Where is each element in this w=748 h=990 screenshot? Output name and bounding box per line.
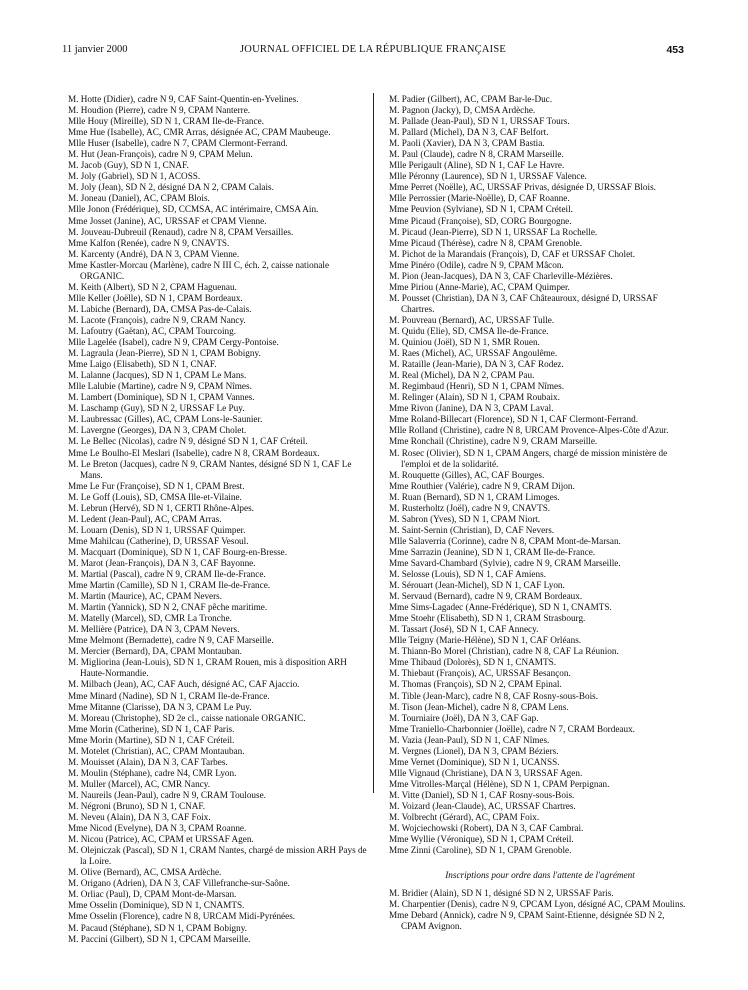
header-title: JOURNAL OFFICIEL DE LA RÉPUBLIQUE FRANÇAISE: [240, 44, 506, 55]
list-entry: M. Regimbaud (Henri), SD N 1, CPAM Nîmes.: [389, 381, 564, 392]
list-entry: M. Moreau (Christophe), SD 2e cl., caisse nationale ORGANIC.: [68, 712, 306, 723]
list-entry: M. Ledent (Jean-Paul), AC, CPAM Arras.: [68, 513, 222, 524]
list-entry: Mme Vernet (Dominique), SD N 1, UCANSS.: [389, 756, 560, 767]
list-entry: M. Macquart (Dominique), SD N 1, CAF Bourg-en-Bresse.: [68, 546, 288, 557]
list-entry: M. Le Goff (Louis), SD, CMSA Ille-et-Vilaine.: [68, 491, 242, 502]
list-entry: Mlle Lalubie (Martine), cadre N 9, CPAM Nîmes.: [68, 381, 252, 392]
list-entry: Mme Nicod (Evelyne), DA N 3, CPAM Roanne.: [68, 823, 247, 834]
list-entry: M. Sérouart (Jean-Michel), SD N 1, CAF Lyon.: [389, 580, 565, 591]
list-entry: Mme Rivon (Janine), DA N 3, CPAM Laval.: [389, 403, 554, 414]
list-entry: M. Martial (Pascal), cadre N 9, CRAM Ile-de-France.: [68, 569, 266, 580]
list-entry: M. Pagnon (Jacky), D, CMSA Ardèche.: [389, 105, 536, 116]
list-entry: M. Hotte (Didier), cadre N 9, CAF Saint-Quentin-en-Yvelines.: [68, 94, 299, 104]
list-entry: Mme Vitrolles-Marçal (Hélène), SD N 1, CPAM Perpignan.: [389, 778, 610, 789]
list-entry: M. Motelet (Christian), AC, CPAM Montauban.: [68, 745, 245, 756]
list-entry: M. Joly (Gabriel), SD N 1, ACOSS.: [68, 171, 201, 182]
list-entry: M. Neveu (Alain), DA N 3, CAF Foix.: [68, 812, 211, 823]
list-entry: M. Raes (Michel), AC, URSSAF Angoulême.: [389, 348, 558, 359]
list-entry: Mme Le Boulho-El Meslari (Isabelle), cadre N 8, CRAM Bordeaux.: [68, 447, 320, 458]
list-entry: Mlle Teigny (Marie-Hélène), SD N 1, CAF Orléans.: [389, 635, 582, 646]
list-entry: M. Charpentier (Denis), cadre N 9, CPCAM Lyon, désigné AC, CPAM Moulins.: [389, 899, 686, 910]
list-entry: Mme Morin (Catherine), SD N 1, CAF Paris.: [68, 723, 235, 734]
list-entry: M. Quiniou (Joël), SD N 1, SMR Rouen.: [389, 337, 540, 348]
list-entry: M. Jacob (Guy), SD N 1, CNAF.: [68, 160, 189, 171]
list-entry: Mme Debard (Annick), cadre N 9, CPAM Saint-Etienne, désignée SD N 2, CPAM Avignon.: [389, 910, 665, 932]
list-entry: M. Lalanne (Jacques), SD N 1, CPAM Le Mans.: [68, 370, 247, 381]
right-column: [389, 94, 691, 932]
list-entry: Mme Traniello-Charbonnier (Joëlle), cadre N 7, CRAM Bordeaux.: [389, 723, 635, 734]
list-entry: M. Pousset (Christian), DA N 3, CAF Châteauroux, désigné D, URSSAF Chartres.: [389, 292, 658, 314]
list-entry: Mme Sims-Lagadec (Anne-Frédérique), SD N 1, CNAMTS.: [389, 602, 612, 613]
list-entry: M. Origano (Adrien), DA N 3, CAF Villefranche-sur-Saône.: [68, 878, 290, 889]
list-entry: M. Volbrecht (Gérard), AC, CPAM Foix.: [389, 812, 540, 823]
list-entry: Mlle Perrossier (Marie-Noëlle), D, CAF Roanne.: [389, 193, 570, 204]
page-header: [62, 44, 684, 60]
list-entry: M. Selosse (Louis), SD N 1, CAF Amiens.: [389, 569, 546, 580]
list-entry: Mlle Houy (Mireille), SD N 1, CRAM Ile-de-France.: [68, 116, 264, 127]
list-entry: Mlle Perigault (Aline), SD N 1, CAF Le Havre.: [389, 160, 565, 171]
list-entry: Mme Minard (Nadine), SD N 1, CRAM Ile-de-France.: [68, 690, 270, 701]
list-entry: Mlle Lagelée (Isabel), cadre N 9, CPAM Cergy-Pontoise.: [68, 337, 279, 348]
list-entry: M. Martin (Maurice), AC, CPAM Nevers.: [68, 591, 223, 602]
list-entry: Mme Le Fur (Françoise), SD N 1, CPAM Brest.: [68, 480, 245, 491]
list-entry: M. Pion (Jean-Jacques), DA N 3, CAF Charleville-Mézières.: [389, 270, 613, 281]
list-entry: M. Lebrun (Hervé), SD N 1, CERTI Rhône-Alpes.: [68, 502, 254, 513]
list-entry: M. Nicou (Patrice), AC, CPAM et URSSAF Agen.: [68, 834, 254, 845]
list-entry: M. Milbach (Jean), AC, CAF Auch, désigné AC, CAF Ajaccio.: [68, 679, 300, 690]
list-entry: M. Quidu (Elie), SD, CMSA Ile-de-France.: [389, 325, 549, 336]
list-entry: M. Marot (Jean-François), DA N 3, CAF Bayonne.: [68, 557, 256, 568]
list-entry: M. Wojciechowski (Robert), DA N 3, CAF Cambrai.: [389, 823, 584, 834]
list-entry: Mme Martin (Camille), SD N 1, CRAM Ile-de-France.: [68, 580, 271, 591]
list-entry: M. Rosec (Olivier), SD N 1, CPAM Angers, chargé de mission ministère de l'emploi et de la solidarité.: [389, 447, 668, 469]
column-divider: [373, 93, 374, 793]
list-entry: M. Lafoutry (Gaëtan), AC, CPAM Tourcoing.: [68, 325, 237, 336]
list-entry: M. Muller (Marcel), AC, CMR Nancy.: [68, 778, 211, 789]
list-entry: M. Tassart (José), SD N 1, CAF Annecy.: [389, 624, 539, 635]
list-entry: M. Real (Michel), DA N 2, CPAM Pau.: [389, 370, 535, 381]
list-entry: Mlle Jonon (Frédérique), SD, CCMSA, AC intérimaire, CMSA Ain.: [68, 204, 319, 215]
list-entry: M. Paoli (Xavier), DA N 3, CPAM Bastia.: [389, 138, 545, 149]
list-entry: Mlle Péronny (Laurence), SD N 1, URSSAF Valence.: [389, 171, 587, 182]
list-entry: Mme Laigo (Elisabeth), SD N 1, CNAF.: [68, 359, 217, 370]
list-entry: M. Sabron (Yves), SD N 1, CPAM Niort.: [389, 513, 541, 524]
list-entry: M. Migliorina (Jean-Louis), SD N 1, CRAM Rouen, mis à disposition ARH Haute-Normandie.: [68, 657, 347, 679]
list-entry: M. Pichot de la Marandais (François), D, CAF et URSSAF Cholet.: [389, 248, 636, 259]
list-entry: M. Thiebaut (François), AC, URSSAF Besançon.: [389, 668, 571, 679]
list-entry: Mme Perret (Noëlle), AC, URSSAF Privas, désignée D, URSSAF Blois.: [389, 182, 656, 193]
list-entry: M. Hut (Jean-François), cadre N 9, CPAM Melun.: [68, 149, 253, 160]
section-entries: [389, 888, 691, 932]
list-entry: M. Lacote (François), cadre N 9, CRAM Nancy.: [68, 314, 246, 325]
list-entry: Mme Hue (Isabelle), AC, CMR Arras, désignée AC, CPAM Maubeuge.: [68, 127, 331, 138]
list-entry: Mlle Keller (Joëlle), SD N 1, CPAM Bordeaux.: [68, 292, 243, 303]
list-entry: M. Karcenty (André), DA N 3, CPAM Vienne.: [68, 248, 240, 259]
list-entry: M. Lavergne (Georges), DA N 3, CPAM Cholet.: [68, 425, 247, 436]
list-entry: M. Houdion (Pierre), cadre N 9, CPAM Nanterre.: [68, 105, 251, 116]
list-entry: Mlle Vignaud (Christiane), DA N 3, URSSAF Agen.: [389, 767, 583, 778]
section-title: Inscriptions pour ordre dans l'attente de l'agrément: [445, 870, 635, 881]
header-date: 11 janvier 2000: [62, 44, 128, 55]
list-entry: Mme Mahilcau (Catherine), D, URSSAF Vesoul.: [68, 535, 249, 546]
list-entry: Mme Osselin (Dominique), SD N 1, CNAMTS.: [68, 900, 245, 911]
list-entry: Mme Piriou (Anne-Marie), AC, CPAM Quimper.: [389, 281, 570, 292]
list-entry: Mme Picaud (Thérèse), cadre N 8, CPAM Grenoble.: [389, 237, 583, 248]
list-entry: M. Laschamp (Guy), SD N 2, URSSAF Le Puy.: [68, 403, 245, 414]
list-entry: Mlle Rolland (Christine), cadre N 8, URCAM Provence-Alpes-Côte d'Azur.: [389, 425, 669, 436]
list-entry: M. Paccini (Gilbert), SD N 1, CPCAM Marseille.: [68, 933, 251, 944]
list-entry: M. Picaud (Jean-Pierre), SD N 1, URSSAF La Rochelle.: [389, 226, 598, 237]
list-entry: M. Négroni (Bruno), SD N 1, CNAF.: [68, 801, 206, 811]
list-entry: M. Moulin (Stéphane), cadre N4, CMR Lyon.: [68, 767, 237, 778]
list-entry: M. Olejniczak (Pascal), SD N 1, CRAM Nantes, chargé de mission ARH Pays de la Loire.: [68, 845, 367, 867]
list-entry: M. Thiann-Bo Morel (Christian), cadre N 8, CAF La Réunion.: [389, 646, 619, 657]
list-entry: Mme Savard-Chambard (Sylvie), cadre N 9, CRAM Marseille.: [389, 557, 621, 568]
list-entry: Mme Mitanne (Clarisse), DA N 3, CPAM Le Puy.: [68, 701, 252, 712]
list-entry: M. Rouquette (Gilles), AC, CAF Bourges.: [389, 469, 545, 480]
list-entry: M. Bridier (Alain), SD N 1, désigné SD N 2, URSSAF Paris.: [389, 888, 614, 899]
list-entry: M. Paul (Claude), cadre N 8, CRAM Marseille.: [389, 149, 564, 160]
list-entry: M. Laubressac (Gilles), AC, CPAM Lons-le-Saunier.: [68, 414, 263, 425]
list-entry: Mme Kastler-Morcau (Marlène), cadre N III C, éch. 2, caisse nationale ORGANIC.: [68, 259, 330, 281]
list-entry: Mme Thibaud (Dolorès), SD N 1, CNAMTS.: [389, 657, 556, 668]
list-entry: M. Ruan (Bernard), SD N 1, CRAM Limoges.: [389, 491, 560, 502]
list-entry: M. Pouvreau (Bernard), AC, URSSAF Tulle.: [389, 314, 555, 325]
list-entry: M. Rusterholtz (Joël), cadre N 9, CNAVTS.: [389, 502, 551, 513]
list-entry: M. Vazia (Jean-Paul), SD N 1, CAF Nîmes.: [389, 734, 550, 745]
list-entry: M. Vitte (Daniel), SD N 1, CAF Rosny-sous-Bois.: [389, 789, 575, 800]
list-entry: Mme Pinéro (Odile), cadre N 9, CPAM Mâcon.: [389, 259, 564, 270]
list-entry: M. Olive (Bernard), AC, CMSA Ardèche.: [68, 867, 222, 878]
list-entry: M. Lagraula (Jean-Pierre), SD N 1, CPAM Bobigny.: [68, 348, 261, 359]
list-entry: M. Tible (Jean-Marc), cadre N 8, CAF Rosny-sous-Bois.: [389, 690, 599, 701]
list-entry: Mme Kalfon (Renée), cadre N 9, CNAVTS.: [68, 237, 230, 248]
list-entry: M. Joneau (Daniel), AC, CPAM Blois.: [68, 193, 210, 204]
list-entry: M. Tison (Jean-Michel), cadre N 8, CPAM Lens.: [389, 701, 569, 712]
list-entry: M. Keith (Albert), SD N 2, CPAM Haguenau.: [68, 281, 237, 292]
right-column-list: [389, 94, 691, 856]
list-entry: M. Mercier (Bernard), DA, CPAM Montauban.: [68, 646, 242, 657]
list-entry: M. Le Breton (Jacques), cadre N 9, CRAM Nantes, désigné SD N 1, CAF Le Mans.: [68, 458, 352, 480]
list-entry: M. Pacaud (Stéphane), SD N 1, CPAM Bobigny.: [68, 922, 247, 933]
list-entry: M. Servaud (Bernard), cadre N 9, CRAM Bordeaux.: [389, 591, 583, 602]
list-entry: M. Relinger (Alain), SD N 1, CPAM Roubaix.: [389, 392, 560, 403]
list-entry: M. Lambert (Dominique), SD N 1, CPAM Vannes.: [68, 392, 255, 403]
list-entry: M. Saint-Sernin (Christian), D, CAF Nevers.: [389, 524, 555, 535]
list-entry: M. Matelly (Marcel), SD, CMR La Tronche.: [68, 613, 232, 624]
list-entry: Mlle Salaverria (Corinne), cadre N 8, CPAM Mont-de-Marsan.: [389, 535, 621, 546]
list-entry: M. Mouisset (Alain), DA N 3, CAF Tarbes.: [68, 756, 228, 767]
list-entry: Mme Wyllie (Véronique), SD N 1, CPAM Créteil.: [389, 834, 574, 845]
page-number: 453: [666, 44, 684, 56]
list-entry: M. Tourniaire (Joël), DA N 3, CAF Gap.: [389, 712, 539, 723]
list-entry: M. Voizard (Jean-Claude), AC, URSSAF Chartres.: [389, 801, 576, 811]
list-entry: M. Thomas (François), SD N 2, CPAM Epinal.: [389, 679, 562, 690]
list-entry: Mme Peuvion (Sylviane), SD N 1, CPAM Créteil.: [389, 204, 573, 215]
list-entry: M. Orliac (Paul), D, CPAM Mont-de-Marsan.: [68, 889, 237, 900]
list-entry: M. Pallard (Michel), DA N 3, CAF Belfort.: [389, 127, 549, 138]
list-entry: M. Rataille (Jean-Marie), DA N 3, CAF Rodez.: [389, 359, 564, 370]
list-entry: M. Padier (Gilbert), AC, CPAM Bar-le-Duc.: [389, 94, 553, 104]
list-entry: Mme Melmont (Bernadette), cadre N 9, CAF Marseille.: [68, 635, 274, 646]
list-entry: Mme Stoehr (Elisabeth), SD N 1, CRAM Strasbourg.: [389, 613, 586, 624]
list-entry: Mme Zinni (Caroline), SD N 1, CPAM Grenoble.: [389, 845, 572, 856]
list-entry: Mme Osselin (Florence), cadre N 8, URCAM Midi-Pyrénées.: [68, 911, 296, 922]
list-entry: Mme Routhier (Valérie), cadre N 9, CRAM Dijon.: [389, 480, 575, 491]
left-column: [68, 94, 370, 945]
list-entry: Mme Roland-Billecart (Florence), SD N 1, CAF Clermont-Ferrand.: [389, 414, 639, 425]
list-entry: Mlle Huser (Isabelle), cadre N 7, CPAM Clermont-Ferrand.: [68, 138, 288, 149]
list-entry: M. Louarn (Denis), SD N 1, URSSAF Quimper.: [68, 524, 246, 535]
list-entry: M. Martin (Yannick), SD N 2, CNAF pêche maritime.: [68, 602, 268, 613]
list-entry: M. Labiche (Bernard), DA, CMSA Pas-de-Calais.: [68, 303, 252, 314]
list-entry: Mme Josset (Janine), AC, URSSAF et CPAM Vienne.: [68, 215, 267, 226]
list-entry: M. Le Bellec (Nicolas), cadre N 9, désigné SD N 1, CAF Créteil.: [68, 436, 308, 447]
list-entry: M. Vergnes (Lionel), DA N 3, CPAM Béziers.: [389, 745, 559, 756]
list-entry: Mme Picaud (Françoise), SD, CORG Bourgogne.: [389, 215, 572, 226]
list-entry: M. Pallade (Jean-Paul), SD N 1, URSSAF Tours.: [389, 116, 570, 127]
list-entry: Mme Ronchail (Christine), cadre N 9, CRAM Marseille.: [389, 436, 598, 447]
list-entry: Mme Morin (Martine), SD N 1, CAF Créteil.: [68, 734, 235, 745]
list-entry: M. Jouveau-Dubreuil (Renaud), cadre N 8, CPAM Versailles.: [68, 226, 294, 237]
list-entry: M. Naureils (Jean-Paul), cadre N 9, CRAM Toulouse.: [68, 789, 266, 800]
list-entry: M. Mellière (Patrice), DA N 3, CPAM Nevers.: [68, 624, 240, 635]
list-entry: M. Joly (Jean), SD N 2, désigné DA N 2, CPAM Calais.: [68, 182, 274, 193]
list-entry: Mme Sarrazin (Jeanine), SD N 1, CRAM Ile-de-France.: [389, 546, 596, 557]
